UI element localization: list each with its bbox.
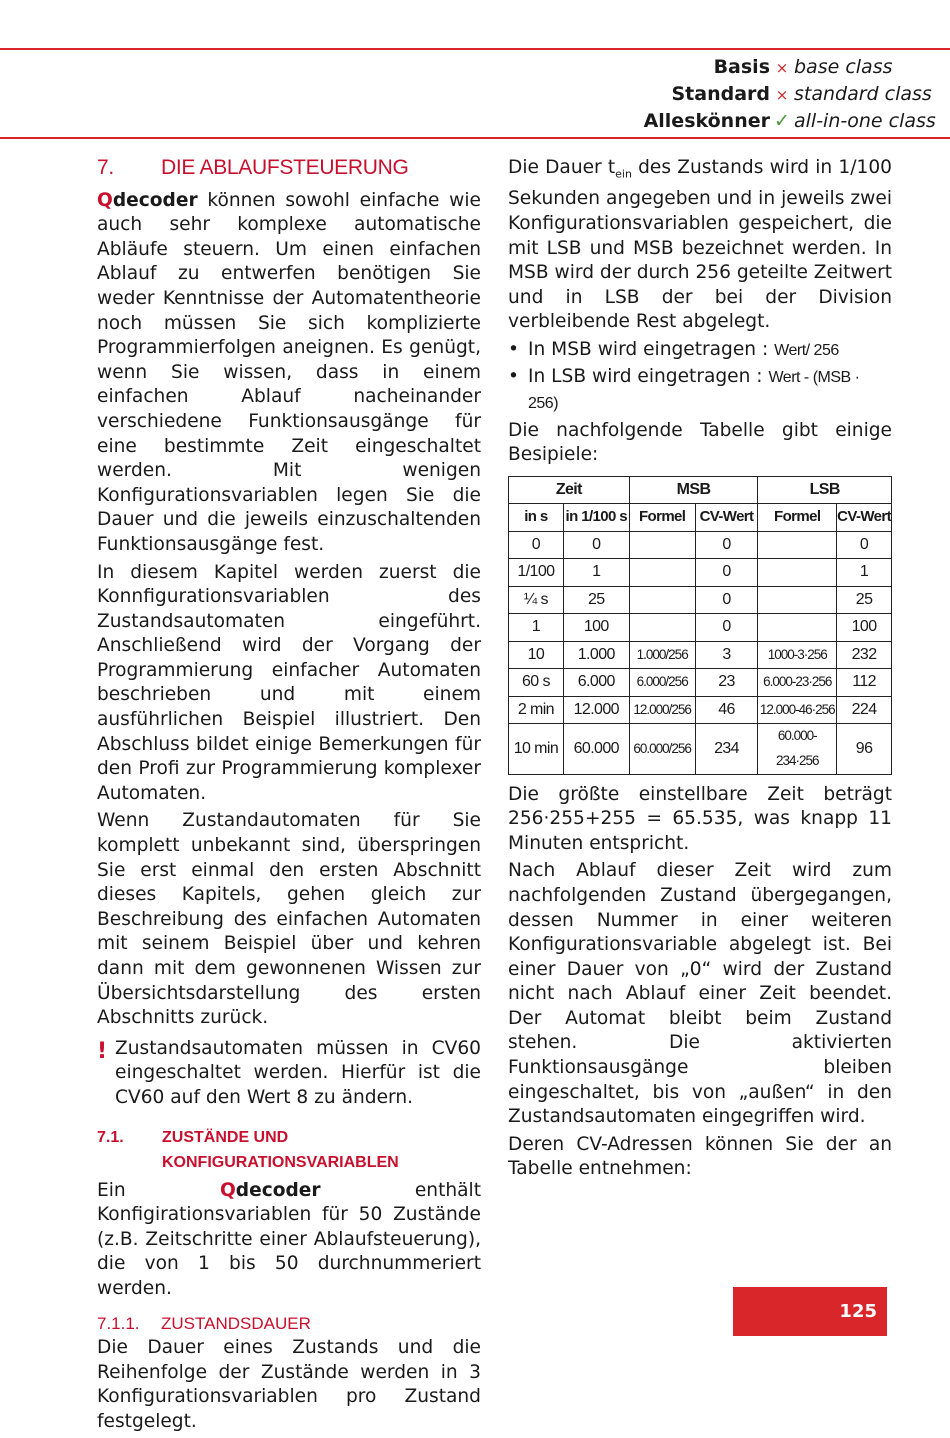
msb-bullet: • In MSB wird eingetragen : Wert/ 256 <box>508 338 892 364</box>
section-title: ZUSTÄNDE UND KONFIGURATIONSVARIABLEN <box>162 1128 399 1171</box>
table-row <box>509 559 892 587</box>
table-cell: 234 <box>695 724 758 774</box>
table-cell: 232 <box>837 641 892 669</box>
table-cell: 3 <box>695 641 758 669</box>
table-cell: 2 min <box>509 696 564 724</box>
table-cell: 100 <box>837 614 892 642</box>
cross-icon: × <box>775 86 789 104</box>
chapter-number: 7. <box>97 156 114 179</box>
table-cell: 0 <box>563 531 629 559</box>
intro-paragraph: Qdecoder können sowohl einfache wie auch sehr komplexe automatische Abläufe steuern. Um einen einfachen Ablauf zu entwerfen benötigen Sie weder Kenntnisse der Automatentheorie noch müssen Sie sich komplizierte Programmierfolgen aneignen. Es genügt, wenn Sie wissen, dass in einem einfachen Ablauf nacheinander verschiedene Funktionsausgänge für eine bestimmte Zeit eingeschaltet werden. Mit wenigen Konfigurationsvariablen legen Sie die Dauer und die jeweils einzuschaltenden Funktionsausgänge fest. <box>97 189 481 555</box>
exclamation-icon: ! <box>97 1038 108 1064</box>
chapter-title: DIE ABLAUFSTEUERUNG <box>161 156 409 179</box>
lsb-formula: Wert - (MSB · 256) <box>528 369 860 413</box>
max-time-paragraph: Die größte einstellbare Zeit beträgt 256·255+255 = 65.535, was knapp 11 Minuten entspricht. <box>508 783 892 854</box>
table-header-cell: Zeit <box>509 476 630 504</box>
duration-paragraph: Die Dauer eines Zustands und die Reihenfolge der Zustände werden in 3 Konfigurationsvariablen pro Zustand festgelegt. <box>97 1337 481 1432</box>
table-cell: 96 <box>837 724 892 774</box>
table-cell <box>758 531 837 559</box>
header-rule-top <box>0 48 950 50</box>
left-column <box>97 156 481 1438</box>
subsection-title: ZUSTANDSDAUER <box>161 1313 311 1333</box>
cv-address-paragraph: Deren CV-Adressen können Sie der an Tabelle entnehmen: <box>508 1133 892 1180</box>
chapter-overview-paragraph: In diesem Kapitel werden zuerst die Konnfigurationsvariablen des Zustandsautomaten eingeführt. Anschließend wird der Vorgang der Programmierung einfacher Automaten beschrieben und mit einem ausführlichen Beispiel illustriert. Den Abschluss bildet einige Bemerkungen für den Profi zur Programmierung komplexer Automaten. <box>97 561 481 804</box>
table-cell: 100 <box>563 614 629 642</box>
subsection-heading <box>97 1312 481 1337</box>
table-cell: 6.000 <box>563 669 629 697</box>
table-sub-header-cell: CV-Wert <box>837 504 892 532</box>
class-row-basis <box>714 54 930 82</box>
duration-explanation-paragraph: Die Dauer $t_{ein}$ des Zustands wird in 1/100 Sekunden angegeben und in jeweils zwei Konfigurationsvariablen gespeichert, die mit LSB und MSB bezeichnet werden. In MSB wird der durch 256 geteilte Zeitwert und in LSB der bei der Division verbleibende Rest abgelegt. <box>508 157 893 333</box>
table-cell: 1/100 <box>509 559 564 587</box>
table-cell <box>758 559 837 587</box>
section-number: 7.1. <box>97 1128 124 1146</box>
right-column <box>508 156 892 1185</box>
table-sub-header-cell: Formel <box>629 504 695 532</box>
table-group-header <box>509 476 892 504</box>
chapter-heading <box>97 156 481 181</box>
table-cell: 1.000/256 <box>629 641 695 669</box>
subsection-number: 7.1.1. <box>97 1313 140 1333</box>
table-cell: 60 s <box>509 669 564 697</box>
table-cell: 10 min <box>509 724 564 774</box>
bullet-icon: • <box>508 338 519 360</box>
class-desc: standard class <box>794 83 932 105</box>
table-cell: 6.000/256 <box>629 669 695 697</box>
table-cell: 25 <box>563 586 629 614</box>
next-state-paragraph: Nach Ablauf dieser Zeit wird zum nachfolgenden Zustand übergegangen, dessen Nummer in einer weiteren Konfigurationsvariable abgelegt ist. Bei einer Dauer von „0“ wird der Zustand nicht nach Ablauf einer Zeit beendet. Der Automat bleibt beim Zustand stehen. Die aktivierten Funktionsausgänge bleiben eingeschaltet, bis von „außen“ in den Zustandsautomaten eingegriffen wird. <box>508 860 892 1128</box>
table-cell: 112 <box>837 669 892 697</box>
table-cell: 0 <box>695 531 758 559</box>
warning-note-text: Zustandsautomaten müssen in CV60 eingeschaltet werden. Hierfür ist die CV60 auf den Wert 8 zu ändern. <box>115 1037 481 1108</box>
class-desc: all-in-one class <box>794 110 936 132</box>
table-sub-header <box>509 504 892 532</box>
table-cell <box>629 614 695 642</box>
class-row-standard <box>671 81 930 109</box>
table-cell: 1 <box>509 614 564 642</box>
table-sub-header-cell: CV-Wert <box>695 504 758 532</box>
cross-icon: × <box>775 59 789 77</box>
table-cell <box>629 559 695 587</box>
table-cell: 60.000 <box>563 724 629 774</box>
table-row <box>509 669 892 697</box>
table-row <box>509 641 892 669</box>
table-cell <box>758 614 837 642</box>
table-cell <box>629 531 695 559</box>
table-row <box>509 696 892 724</box>
table-cell: 10 <box>509 641 564 669</box>
table-cell: 0 <box>695 559 758 587</box>
brand-name: Qdecoder <box>97 189 198 211</box>
table-cell: 60.000-234·256 <box>758 724 837 774</box>
skip-hint-paragraph: Wenn Zustandautomaten für Sie komplett unbekannt sind, überspringen Sie erst einmal den ersten Abschnitt dieses Kapitels, gehen gleich zur Beschreibung des einfachen Automaten mit seinem Beispiel über und kehren dann mit dem gewonnenen Wissen zur Übersichtsdarstellung des ersten Abschnitts zurück. <box>97 810 481 1029</box>
table-cell: 1 <box>563 559 629 587</box>
table-cell: 1 <box>837 559 892 587</box>
table-cell <box>758 586 837 614</box>
msb-formula: Wert/ 256 <box>774 341 839 359</box>
lsb-bullet: • In LSB wird eingetragen : Wert - (MSB · 256) <box>508 365 892 416</box>
header-rule-bottom <box>0 137 950 139</box>
table-cell: 46 <box>695 696 758 724</box>
warning-note <box>97 1037 481 1111</box>
table-sub-header-cell: in s <box>509 504 564 532</box>
table-cell: 1000-3·256 <box>758 641 837 669</box>
table-cell: 0 <box>509 531 564 559</box>
table-cell: 0 <box>695 614 758 642</box>
table-row <box>509 531 892 559</box>
brand-name: Qdecoder <box>219 1179 321 1201</box>
table-cell: ¼ s <box>509 586 564 614</box>
states-paragraph: Ein Qdecoder enthält Konfigirationsvariablen für 50 Zustände (z.B. Zeitschritte einer Ablaufsteuerung), die von 1 bis 50 durchnummeriert werden. <box>97 1179 482 1299</box>
table-cell: 60.000/256 <box>629 724 695 774</box>
table-cell: 23 <box>695 669 758 697</box>
section-heading <box>97 1125 481 1175</box>
checkmark-icon: ✓ <box>774 110 790 132</box>
table-row <box>509 724 892 774</box>
class-desc: base class <box>794 56 893 78</box>
class-name: Alleskönner <box>643 110 770 132</box>
table-cell: 12.000/256 <box>629 696 695 724</box>
table-body <box>509 531 892 774</box>
class-name: Basis <box>713 56 770 78</box>
table-cell: 12.000 <box>563 696 629 724</box>
table-cell: 224 <box>837 696 892 724</box>
table-header-cell: MSB <box>629 476 758 504</box>
table-header-cell: LSB <box>758 476 892 504</box>
table-row <box>509 586 892 614</box>
class-row-alleskoenner <box>643 108 936 135</box>
table-cell: 25 <box>837 586 892 614</box>
page-number: 125 <box>733 1287 887 1336</box>
duration-table <box>508 476 892 775</box>
table-cell: 12.000-46·256 <box>758 696 837 724</box>
class-name: Standard <box>671 83 770 105</box>
table-cell: 1.000 <box>563 641 629 669</box>
table-row <box>509 614 892 642</box>
bullet-icon: • <box>508 366 519 388</box>
table-cell <box>629 586 695 614</box>
table-intro-paragraph: Die nachfolgende Tabelle gibt einige Besipiele: <box>508 419 892 466</box>
table-sub-header-cell: in 1/100 s <box>563 504 629 532</box>
table-cell: 0 <box>695 586 758 614</box>
table-cell: 6.000-23·256 <box>758 669 837 697</box>
table-cell: 0 <box>837 531 892 559</box>
table-sub-header-cell: Formel <box>758 504 837 532</box>
